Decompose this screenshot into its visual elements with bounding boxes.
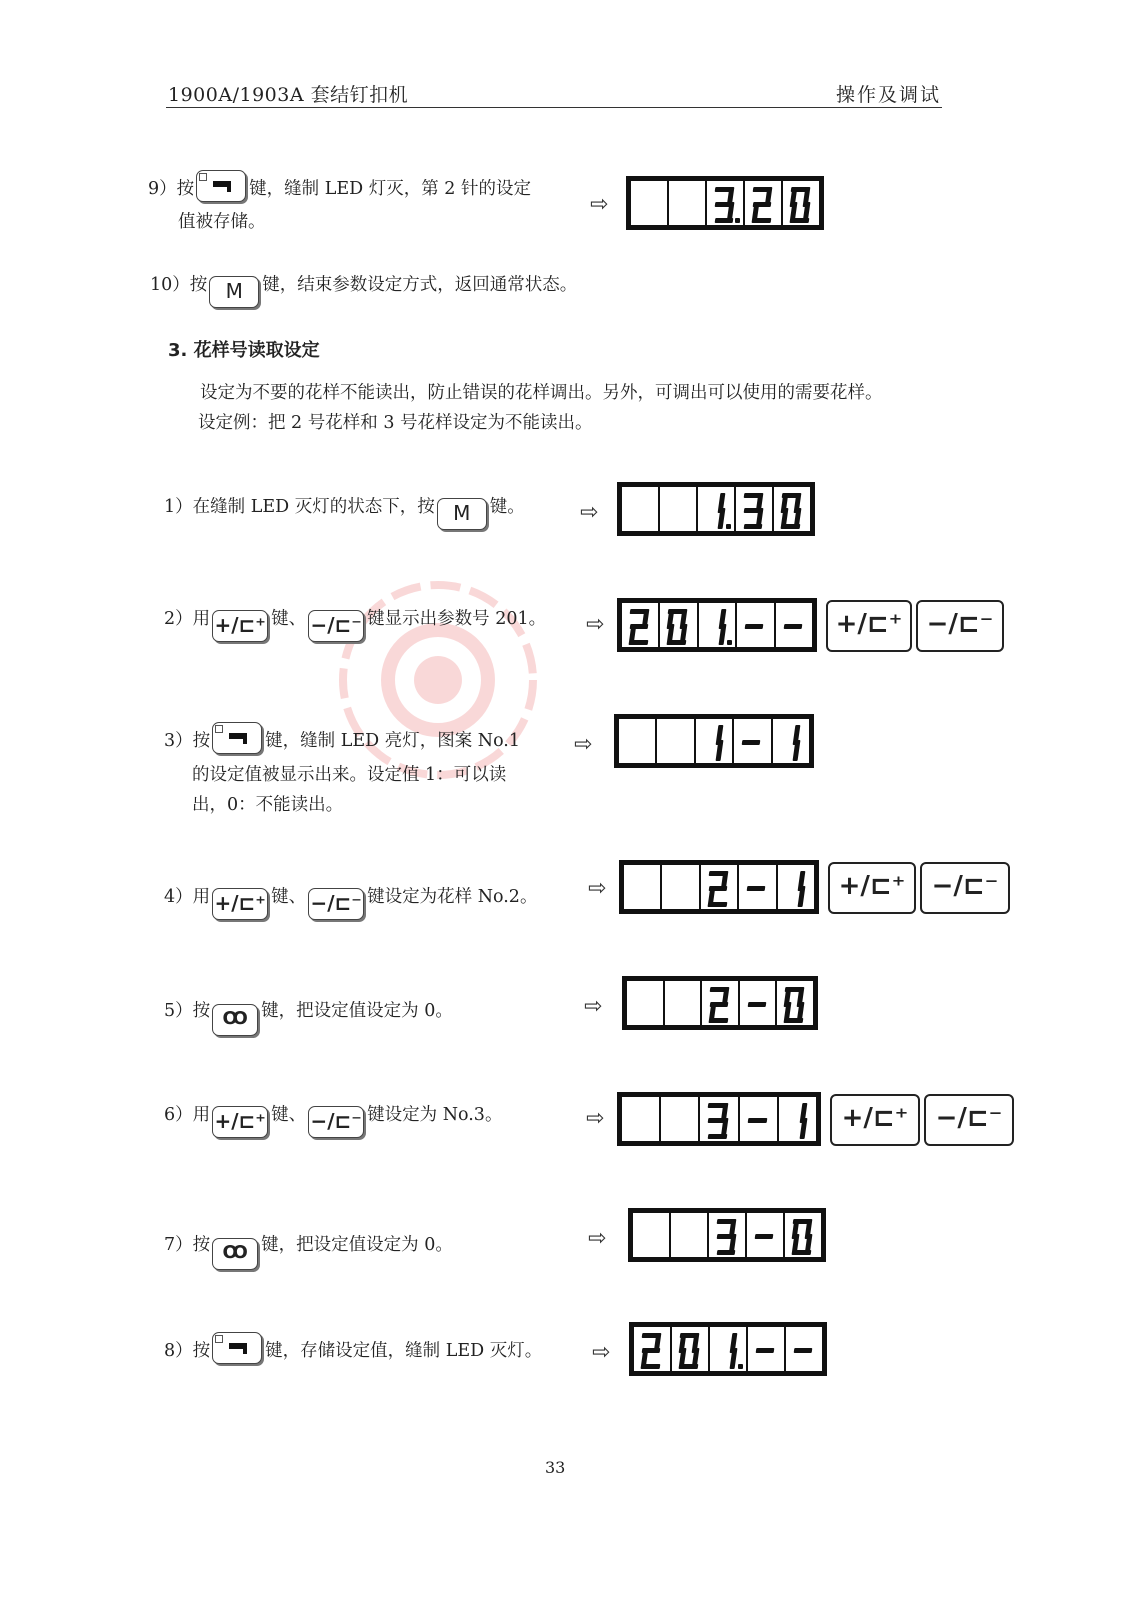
led-display (619, 860, 819, 914)
led-segment (710, 1018, 729, 1023)
led-digit (702, 981, 738, 1025)
led-digit (786, 1327, 822, 1371)
led-segment (744, 524, 763, 529)
led-digit (622, 603, 658, 647)
arrow-icon: ⇨ (590, 192, 609, 217)
step-text: 键设定为花样 No.2。 (367, 887, 538, 907)
step-3-line3: 出，0：不能读出。 (192, 795, 344, 815)
step-8 (164, 1332, 542, 1366)
led-decimal-point (726, 524, 731, 529)
led-display (629, 1322, 827, 1376)
led-digit (774, 487, 810, 531)
led-segment (742, 740, 761, 745)
led-digit (627, 981, 663, 1025)
step-text: 键、 (271, 887, 307, 907)
led-segment (783, 624, 802, 629)
step-text: 键，把设定值设定为 0。 (261, 1235, 453, 1255)
step-text: 在缝制 LED 灭灯的状态下，按 (192, 497, 435, 517)
section-example: 设定例：把 2 号花样和 3 号花样设定为不能读出。 (198, 413, 593, 433)
set-key-icon[interactable] (196, 170, 246, 202)
step-1 (164, 492, 525, 530)
minus-key-icon[interactable]: −/⊏⁻ (308, 1106, 364, 1138)
plus-key-icon[interactable]: +/⊏⁺ (830, 1094, 920, 1146)
m-key-icon[interactable]: M (437, 498, 487, 530)
led-display (617, 1092, 821, 1146)
header-title: 1900A/1903A 套结钉扣机 (168, 84, 409, 106)
loop-key-icon[interactable]: Ꝏ (212, 1004, 258, 1036)
led-digit (672, 1327, 708, 1371)
plus-key-icon[interactable]: +/⊏⁺ (212, 1106, 268, 1138)
step-number: 8） (164, 1341, 193, 1361)
led-display (614, 714, 814, 768)
step-number: 5） (164, 1001, 193, 1021)
arrow-icon: ⇨ (580, 500, 599, 525)
section-title: 3. 花样号读取设定 (168, 340, 320, 361)
led-digit (631, 181, 667, 225)
led-segment (717, 1250, 736, 1255)
led-digit (622, 487, 658, 531)
led-digit (778, 865, 814, 909)
step-7 (164, 1230, 453, 1270)
step-number: 4） (164, 887, 193, 907)
led-digit (619, 719, 655, 763)
header-section: 操作及调试 (836, 84, 942, 106)
arrow-icon: ⇨ (586, 612, 605, 637)
led-segment (753, 218, 772, 223)
led-digit (737, 603, 773, 647)
led-digit (773, 719, 809, 763)
loop-key-icon[interactable]: Ꝏ (212, 1238, 258, 1270)
step-9-line2: 值被存储。 (178, 212, 266, 232)
led-digit (624, 865, 660, 909)
step-3-line2: 的设定值被显示出来。设定值 1：可以读 (192, 765, 507, 785)
set-key-icon[interactable] (212, 722, 262, 754)
led-digit (747, 1213, 783, 1257)
step-2 (164, 604, 546, 642)
step-9-number: 9）按 (148, 179, 195, 199)
led-segment (715, 218, 734, 223)
arrow-icon: ⇨ (588, 1226, 607, 1251)
led-digit (701, 865, 737, 909)
set-key-icon[interactable] (212, 1332, 262, 1364)
led-digit (710, 1327, 746, 1371)
arrow-icon: ⇨ (574, 732, 593, 757)
page-number: 33 (545, 1458, 566, 1477)
led-digit (736, 487, 772, 531)
step-text: 键、 (271, 609, 307, 629)
led-digit (660, 603, 696, 647)
plus-key-icon[interactable]: +/⊏⁺ (212, 610, 268, 642)
led-digit (785, 1213, 821, 1257)
led-display (628, 1208, 826, 1262)
led-display (622, 976, 818, 1030)
step-number: 3） (164, 731, 193, 751)
led-display (626, 176, 824, 230)
step-text: 按 (192, 1001, 211, 1021)
arrow-icon: ⇨ (588, 876, 607, 901)
step-3 (164, 722, 520, 756)
led-segment (755, 1234, 774, 1239)
led-segment (747, 886, 766, 891)
led-digit (699, 603, 735, 647)
led-digit (669, 181, 705, 225)
step-10-text: 键，结束参数设定方式，返回通常状态。 (262, 275, 578, 295)
led-segment (747, 1002, 766, 1007)
led-segment (747, 1118, 767, 1123)
step-number: 2） (164, 609, 193, 629)
minus-key-icon[interactable]: −/⊏⁻ (920, 862, 1010, 914)
led-segment (642, 1364, 661, 1369)
led-digit (777, 981, 813, 1025)
m-key-icon[interactable]: M (209, 276, 259, 308)
led-digit (745, 181, 781, 225)
led-digit (779, 1097, 816, 1141)
led-digit (709, 1213, 745, 1257)
led-segment (794, 1348, 813, 1353)
led-digit (634, 1327, 670, 1371)
step-text: 按 (192, 1235, 211, 1255)
led-digit (740, 981, 776, 1025)
led-segment (708, 1134, 728, 1139)
led-digit (662, 865, 698, 909)
step-9-text: 键，缝制 LED 灯灭，第 2 针的设定 (249, 179, 531, 199)
step-text: 键、 (271, 1105, 307, 1125)
section-paragraph: 设定为不要的花样不能读出，防止错误的花样调出。另外，可调出可以使用的需要花样。 (200, 383, 883, 403)
step-10 (150, 270, 577, 308)
led-segment (630, 640, 649, 645)
led-digit (748, 1327, 784, 1371)
step-text: 键显示出参数号 201。 (367, 609, 547, 629)
led-digit (734, 719, 770, 763)
led-digit (700, 1097, 737, 1141)
led-digit (707, 181, 743, 225)
step-text: 用 (192, 1105, 211, 1125)
led-digit (696, 719, 732, 763)
led-digit (657, 719, 693, 763)
step-text: 键。 (489, 497, 525, 517)
step-4 (164, 882, 537, 920)
step-9 (148, 170, 531, 204)
arrow-icon: ⇨ (584, 994, 603, 1019)
step-number: 1） (164, 497, 193, 517)
minus-key-icon[interactable]: −/⊏⁻ (916, 600, 1004, 652)
minus-key-icon[interactable]: −/⊏⁻ (308, 888, 364, 920)
led-digit (660, 487, 696, 531)
plus-key-icon[interactable]: +/⊏⁺ (826, 600, 912, 652)
led-segment (745, 624, 764, 629)
step-number: 7） (164, 1235, 193, 1255)
header-rule (166, 107, 942, 108)
led-decimal-point (738, 1364, 743, 1369)
led-decimal-point (735, 218, 740, 223)
step-10-number: 10）按 (150, 275, 208, 295)
plus-key-icon[interactable]: +/⊏⁺ (212, 888, 268, 920)
minus-key-icon[interactable]: −/⊏⁻ (308, 610, 364, 642)
step-text: 用 (192, 609, 211, 629)
led-digit (622, 1097, 659, 1141)
step-text: 键，把设定值设定为 0。 (261, 1001, 453, 1021)
led-digit (665, 981, 701, 1025)
step-text: 用 (192, 887, 211, 907)
plus-key-icon[interactable]: +/⊏⁺ (828, 862, 916, 914)
step-number: 6） (164, 1105, 193, 1125)
arrow-icon: ⇨ (592, 1340, 611, 1365)
led-digit (633, 1213, 669, 1257)
led-segment (708, 902, 727, 907)
led-digit (671, 1213, 707, 1257)
step-6 (164, 1100, 502, 1138)
step-text: 按 (192, 1341, 211, 1361)
step-text: 键，存储设定值，缝制 LED 灭灯。 (265, 1341, 543, 1361)
led-digit (698, 487, 734, 531)
led-digit (740, 1097, 777, 1141)
step-text: 键设定为 No.3。 (367, 1105, 503, 1125)
led-digit (661, 1097, 698, 1141)
led-digit (739, 865, 775, 909)
led-decimal-point (727, 640, 732, 645)
step-5 (164, 996, 453, 1036)
step-text: 键，缝制 LED 亮灯，图案 No.1 (265, 731, 520, 751)
minus-key-icon[interactable]: −/⊏⁻ (924, 1094, 1014, 1146)
arrow-icon: ⇨ (586, 1106, 605, 1131)
led-display (617, 482, 815, 536)
led-digit (783, 181, 819, 225)
led-segment (756, 1348, 775, 1353)
led-digit (776, 603, 812, 647)
step-text: 按 (192, 731, 211, 751)
led-display (617, 598, 817, 652)
